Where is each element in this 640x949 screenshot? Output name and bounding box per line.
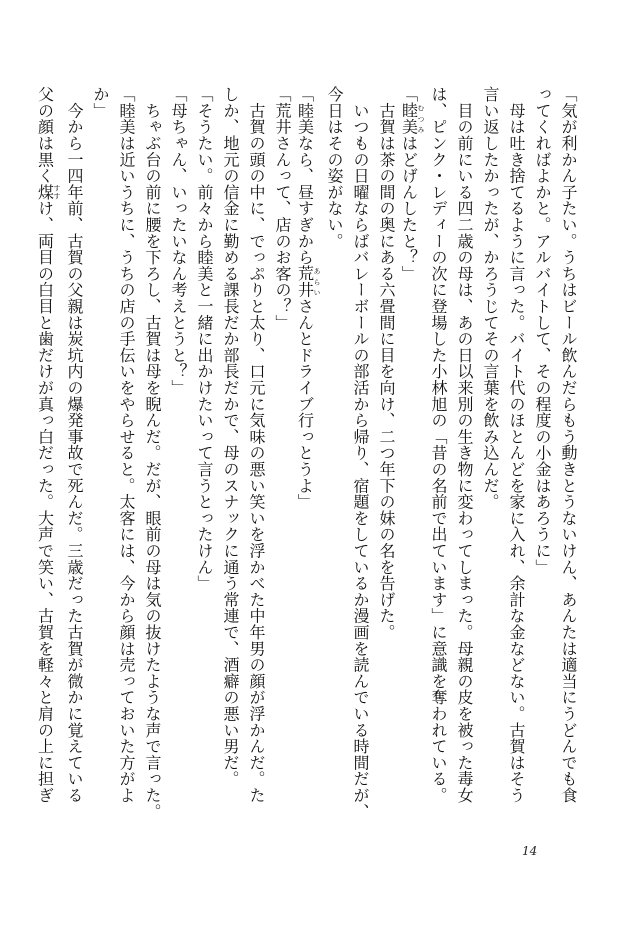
text-segment: 「	[399, 86, 419, 103]
text-line: 言い返したかったが、かろうじてその言葉を飲み込んだ。	[481, 86, 500, 510]
text-line: 「荒井さんって、店のお客の？」	[273, 86, 292, 331]
text-line	[399, 86, 425, 816]
text-line: ってくればよかと。アルバイトして、その程度の小金はあろうに」	[533, 86, 552, 575]
vertical-text-body	[35, 86, 581, 820]
text-line: しか、地元の信金に勤める課長だか部長だかで、母のスナックに通う常連で、酒癖の悪い男だ。	[221, 86, 240, 787]
text-line	[35, 86, 61, 816]
text-line: 古賀の頭の中に、でっぷりと太り、口元に気味の悪い笑いを浮かべた中年男の顔が浮かんだ。た	[247, 86, 266, 804]
ruby-word	[399, 102, 425, 135]
text-line: 「気が利かん子たい。うちはビール飲んだらもう動きとうないけん、あんたは適当にうどんでも食	[559, 86, 578, 804]
text-line: か」	[91, 86, 110, 119]
text-line	[295, 86, 321, 816]
text-line: 「母ちゃん、いったいなん考えとうと？」	[169, 86, 188, 396]
text-segment: け、両目の白目と歯だけが真っ白だった。大声で笑い、古賀を軽々と肩の上に担ぎ	[35, 200, 55, 804]
text-line: 古賀は茶の間の奥にある六畳間に目を向け、二つ年下の妹の名を告げた。	[377, 86, 396, 641]
text-line: は、ピンク・レディーの次に登場した小林旭の「昔の名前で出ています」に意識を奪われている。	[429, 86, 448, 804]
ruby-reading: すす	[53, 183, 61, 201]
ruby-reading: むつみ	[417, 102, 425, 135]
ruby-reading: あらい	[313, 265, 321, 298]
text-segment: さんとドライブ行っとうよ」	[295, 297, 315, 510]
text-line: ちゃぶ台の前に腰を下ろし、古賀は母を睨んだ。だが、眼前の母は気の抜けたような声で言った。	[143, 86, 162, 820]
text-segment: 「睦美なら、昼すぎから	[295, 86, 315, 266]
text-segment: はどげんしたと？」	[399, 134, 419, 282]
text-line: 今日はその姿がない。	[325, 86, 344, 249]
text-line: いつもの日曜ならばバレーボールの部活から帰り、宿題をしているか漫画を読んでいる時間だが、	[351, 86, 370, 820]
ruby-base: 睦美	[399, 102, 419, 135]
text-line: 「そうたい。前々から睦美と一緒に出かけたいって言うとったけん」	[195, 86, 214, 592]
page-number: 14	[522, 844, 538, 858]
text-segment: 父の顔は黒く	[35, 86, 55, 184]
text-line: 母は吐き捨てるように言った。バイト代のほとんどを家に入れ、余計な金などない。古賀はそう	[507, 86, 526, 804]
text-line: 目の前にいる四二歳の母は、あの日以来別の生き物に変わってしまった。母親の皮を被った毒女	[455, 86, 474, 804]
ruby-base: 荒井	[295, 265, 315, 298]
ruby-base: 煤	[35, 183, 55, 201]
ruby-word	[295, 265, 321, 298]
text-line: 今から一四年前、古賀の父親は炭坑内の爆発事故で死んだ。三歳だった古賀が微かに覚えている	[65, 86, 84, 804]
text-line: 「睦美は近いうちに、うちの店の手伝いをやらせると。太客には、今から顔は売っておいた方がよ	[117, 86, 136, 804]
ruby-word	[35, 183, 61, 201]
